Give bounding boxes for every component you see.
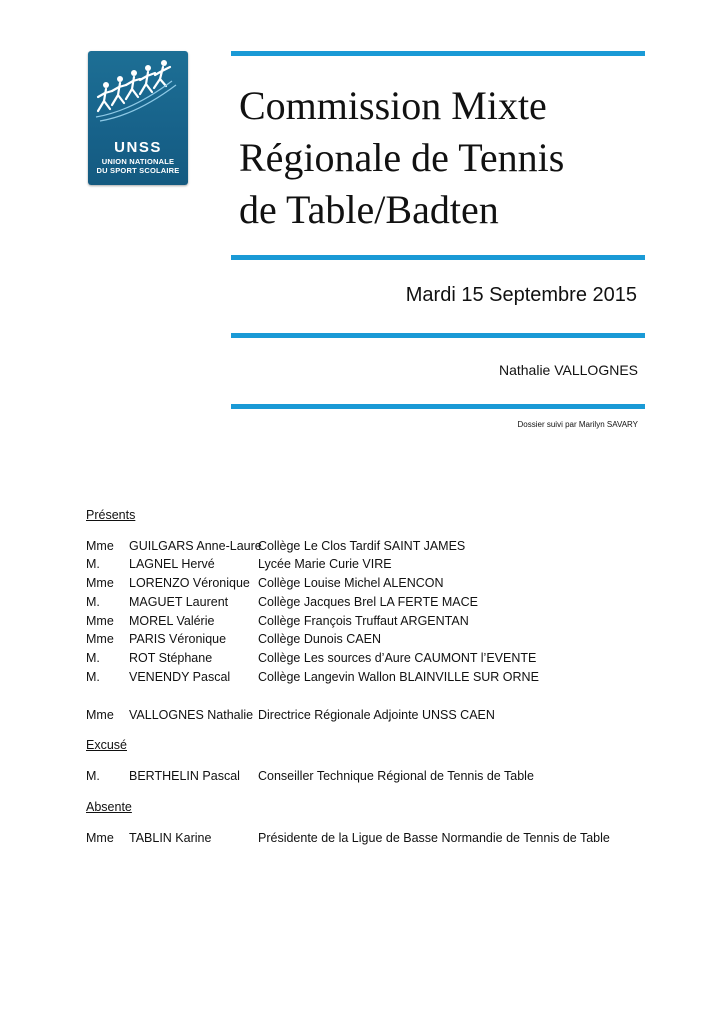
logo-name: UNSS: [114, 139, 162, 156]
title-line-2: Régionale de Tennis: [239, 135, 565, 180]
attendee-name: VALLOGNES Nathalie: [129, 708, 254, 722]
attendee-name: TABLIN Karine: [129, 831, 212, 845]
attendee-name: MAGUET Laurent: [129, 595, 229, 609]
attendee-organization: Collège Les sources d’Aure CAUMONT l’EVENTE: [258, 651, 537, 665]
header-rule-top: [231, 51, 645, 56]
attendee-civility: M.: [86, 670, 100, 684]
attendee-civility: Mme: [86, 539, 114, 553]
attendee-organization: Conseiller Technique Régional de Tennis de Table: [258, 769, 534, 783]
logo-subtitle-line2: DU SPORT SCOLAIRE: [96, 166, 180, 175]
attendee-civility: Mme: [86, 831, 114, 845]
section-label-presents: Présents: [86, 508, 136, 522]
attendee-civility: M.: [86, 595, 100, 609]
attendee-organization: Collège Louise Michel ALENCON: [258, 576, 444, 590]
attendee-organization: Collège Jacques Brel LA FERTE MACE: [258, 595, 479, 609]
attendee-organization: Collège François Truffaut ARGENTAN: [258, 614, 469, 628]
attendee-name: VENENDY Pascal: [129, 670, 231, 684]
attendee-civility: M.: [86, 769, 100, 783]
attendee-civility: M.: [86, 557, 100, 571]
attendee-civility: Mme: [86, 708, 114, 722]
header-rule-4: [231, 404, 645, 409]
title-line-3: de Table/Badten: [239, 187, 499, 232]
attendee-name: LORENZO Véronique: [129, 576, 250, 590]
attendee-civility: Mme: [86, 576, 114, 590]
attendee-name: BERTHELIN Pascal: [129, 769, 240, 783]
attendee-name: LAGNEL Hervé: [129, 557, 215, 571]
header-rule-3: [231, 333, 645, 338]
attendee-organization: Directrice Régionale Adjointe UNSS CAEN: [258, 708, 495, 722]
meeting-date: Mardi 15 Septembre 2015: [405, 284, 637, 306]
title-line-1: Commission Mixte: [239, 83, 547, 128]
unss-logo-icon: [92, 55, 184, 135]
attendee-civility: Mme: [86, 614, 114, 628]
attendee-organization: Lycée Marie Curie VIRE: [258, 557, 392, 571]
attendee-organization: Présidente de la Ligue de Basse Normandie de Tennis de Table: [258, 831, 610, 845]
author-name: Nathalie VALLOGNES: [498, 362, 638, 378]
attendee-name: MOREL Valérie: [129, 614, 215, 628]
document-title: [239, 80, 639, 236]
unss-logo: [88, 51, 188, 185]
logo-subtitle-line1: UNION NATIONALE: [101, 157, 175, 166]
attendee-organization: Collège Langevin Wallon BLAINVILLE SUR ORNE: [258, 670, 539, 684]
attendee-name: GUILGARS Anne-Laure: [129, 539, 262, 553]
attendee-civility: M.: [86, 651, 100, 665]
header-rule-2: [231, 255, 645, 260]
section-label-excuse: Excusé: [86, 738, 127, 752]
attendee-organization: Collège Le Clos Tardif SAINT JAMES: [258, 539, 466, 553]
attendee-name: ROT Stéphane: [129, 651, 213, 665]
section-label-absente: Absente: [86, 800, 132, 814]
followed-by: Dossier suivi par Marilyn SAVARY: [517, 420, 638, 429]
attendee-organization: Collège Dunois CAEN: [258, 632, 381, 646]
attendee-civility: Mme: [86, 632, 114, 646]
attendee-name: PARIS Véronique: [129, 632, 227, 646]
